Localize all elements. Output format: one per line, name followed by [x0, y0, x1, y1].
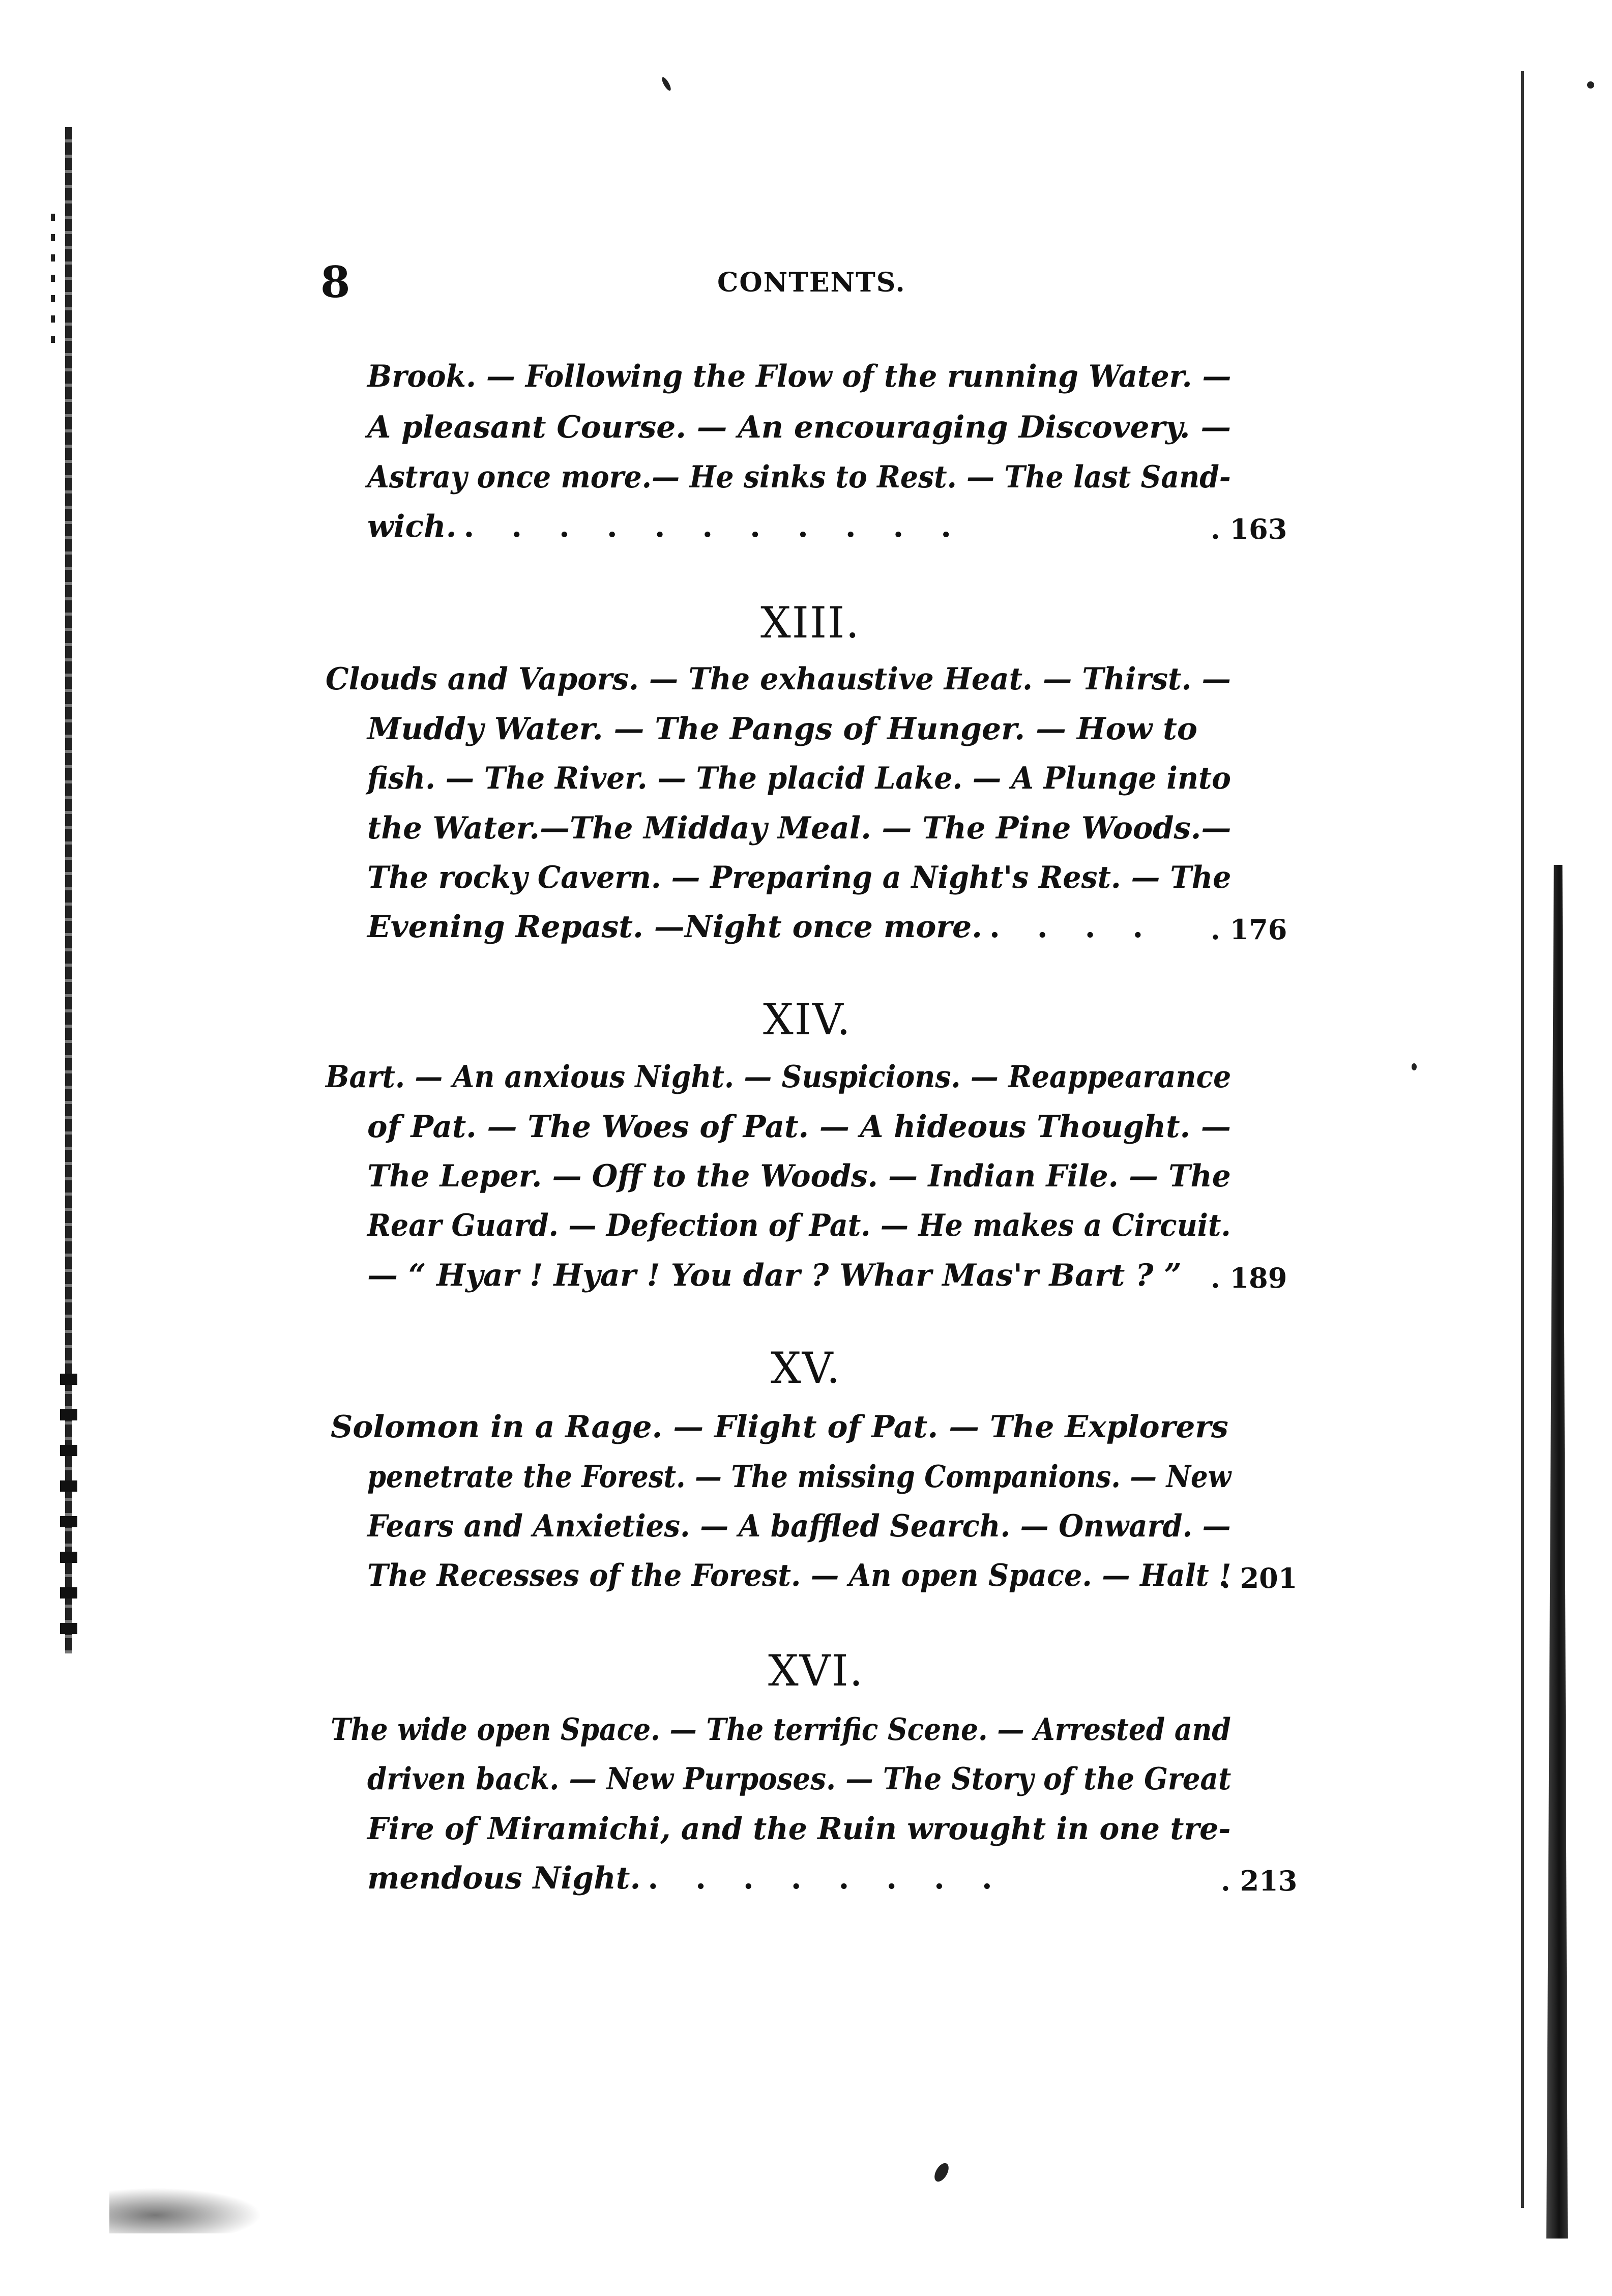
entry-line: fish. — The River. — The placid Lake. — A Plunge into: [367, 761, 1231, 796]
scan-speck: [660, 76, 672, 92]
entry-line: Clouds and Vapors. — The exhaustive Heat. — Thirst. —: [326, 661, 1231, 697]
entry-line: Solomon in a Rage. — Flight of Pat. — The Explorers: [331, 1409, 1228, 1445]
entry-line: Rear Guard. — Defection of Pat. — He makes a Circuit.: [367, 1208, 1231, 1243]
page-reference: . 201: [1221, 1562, 1298, 1594]
scan-speck: [931, 2161, 951, 2184]
scan-speck: [1412, 1063, 1417, 1070]
chapter-heading: XVI.: [768, 1646, 864, 1696]
entry-line: wich. . . . . . . . . . . .: [367, 509, 965, 544]
entry-line: penetrate the Forest. — The missing Companions. — New: [367, 1459, 1232, 1495]
chapter-heading: XIII.: [760, 598, 861, 648]
entry-line: The wide open Space. — The terrific Scene. — Arrested and: [331, 1712, 1231, 1748]
entry-line: of Pat. — The Woes of Pat. — A hideous Thought. —: [367, 1109, 1231, 1145]
entry-line: Bart. — An anxious Night. — Suspicions. — Reappearance: [326, 1059, 1232, 1095]
entry-line: Fire of Miramichi, and the Ruin wrought in one tre-: [367, 1811, 1231, 1847]
binding-blocks: [60, 1374, 77, 1659]
entry-line: Muddy Water. — The Pangs of Hunger. — How to: [367, 711, 1197, 747]
entry-line: The Recesses of the Forest. — An open Space. — Halt !: [367, 1558, 1232, 1593]
binding-marks: [51, 214, 55, 356]
dot-leader: . . . . . . . .: [648, 1861, 1006, 1896]
entry-line: driven back. — New Purposes. — The Story of the Great: [367, 1761, 1232, 1797]
entry-line: — “ Hyar ! Hyar ! You dar ? Whar Mas'r Bart ? ”: [367, 1258, 1182, 1293]
entry-line: The Leper. — Off to the Woods. — Indian File. — The: [367, 1158, 1231, 1194]
entry-line: Fears and Anxieties. — A baffled Search. — Onward. —: [367, 1508, 1231, 1544]
entry-line: Brook. — Following the Flow of the running Water. —: [367, 359, 1232, 394]
chapter-heading: XIV.: [763, 995, 852, 1044]
running-head: CONTENTS.: [717, 267, 906, 298]
dot-leader: . . . .: [989, 909, 1157, 945]
page-reference: . 189: [1211, 1262, 1287, 1294]
page-number: 8: [320, 257, 350, 307]
entry-line: Evening Repast. —Night once more. . . . .: [367, 909, 1157, 945]
scan-speck: [1587, 81, 1594, 89]
page-reference: . 163: [1211, 513, 1287, 545]
entry-line: the Water.—The Midday Meal. — The Pine Woods.—: [367, 810, 1232, 846]
page-edge-line: [1521, 71, 1524, 2208]
chapter-heading: XV.: [771, 1343, 841, 1393]
page-reference: . 213: [1221, 1865, 1298, 1897]
entry-line: mendous Night. . . . . . . . .: [367, 1861, 1006, 1896]
page-edge-shadow: [1546, 865, 1568, 2239]
entry-line: The rocky Cavern. — Preparing a Night's Rest. — The: [367, 860, 1232, 895]
page-reference: . 176: [1211, 913, 1287, 946]
entry-line: A pleasant Course. — An encouraging Discovery. —: [367, 410, 1232, 445]
scan-smudge: [109, 2188, 262, 2233]
entry-line: Astray once more.— He sinks to Rest. — The last Sand-: [367, 459, 1231, 495]
dot-leader: . . . . . . . . . . .: [463, 509, 965, 544]
